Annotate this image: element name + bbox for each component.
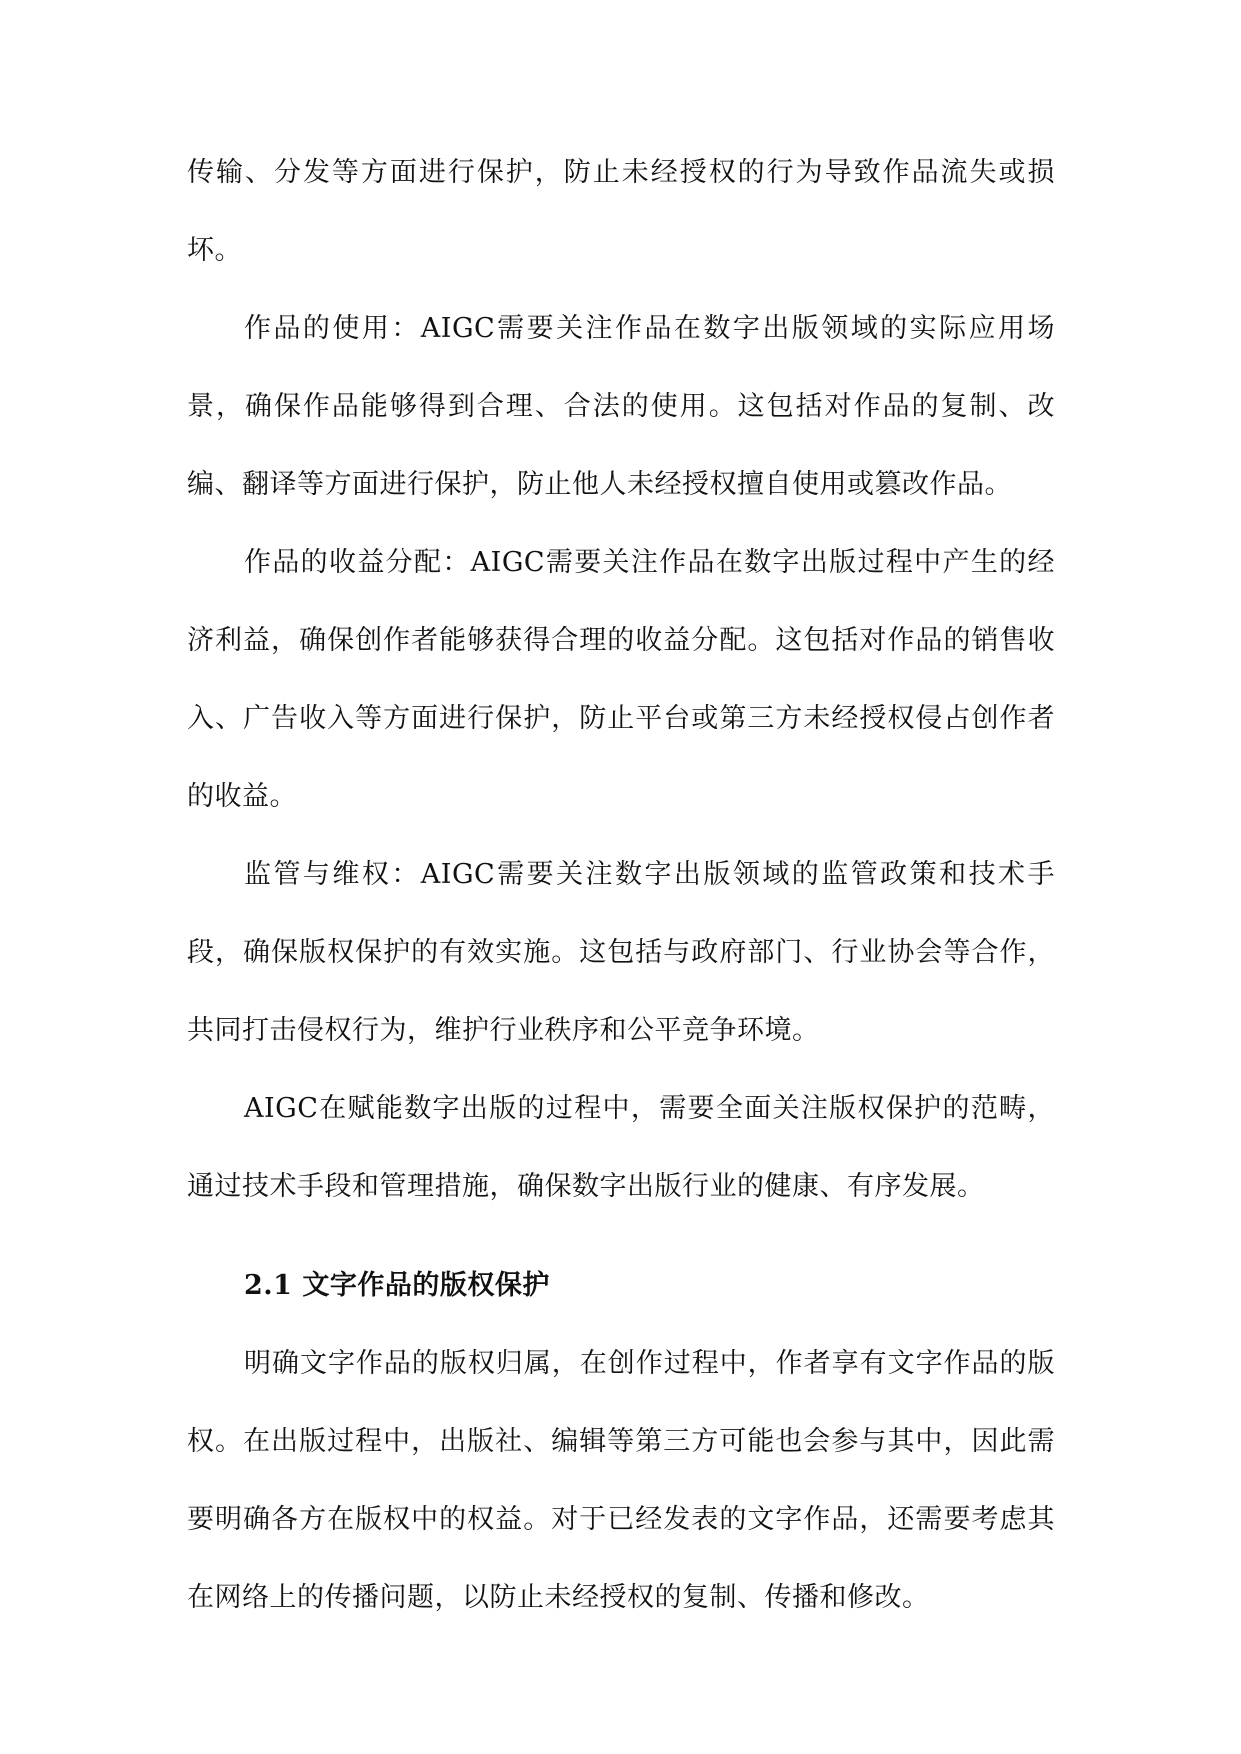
section-heading: 2.1 文字作品的版权保护 <box>244 1270 550 1301</box>
paragraph-continuation: 传输、分发等方面进行保护，防止未经授权的行为导致作品流失或损坏。 <box>187 157 1055 266</box>
paragraph-regulation-rights: 监管与维权：AIGC需要关注数字出版领域的监管政策和技术手段，确保版权保护的有效实施。这包括与政府部门、行业协会等合作，共同打击侵权行为，维护行业秩序和公平竞争环境。 <box>187 859 1055 1046</box>
paragraph-summary: AIGC在赋能数字出版的过程中，需要全面关注版权保护的范畴，通过技术手段和管理措施，确保数字出版行业的健康、有序发展。 <box>187 1093 1055 1202</box>
paragraph-text-copyright: 明确文字作品的版权归属，在创作过程中，作者享有文字作品的版权。在出版过程中，出版社、编辑等第三方可能也会参与其中，因此需要明确各方在版权中的权益。对于已经发表的文字作品，还需要考虑其在网络上的传播问题，以防止未经授权的复制、传播和修改。 <box>187 1348 1055 1613</box>
paragraph-revenue-distribution: 作品的收益分配：AIGC需要关注作品在数字出版过程中产生的经济利益，确保创作者能够获得合理的收益分配。这包括对作品的销售收入、广告收入等方面进行保护，防止平台或第三方未经授权侵占创作者的收益。 <box>187 547 1055 812</box>
document-page <box>187 134 1055 1637</box>
paragraph-work-usage: 作品的使用：AIGC需要关注作品在数字出版领域的实际应用场景，确保作品能够得到合理、合法的使用。这包括对作品的复制、改编、翻译等方面进行保护，防止他人未经授权擅自使用或篡改作品。 <box>187 313 1055 500</box>
